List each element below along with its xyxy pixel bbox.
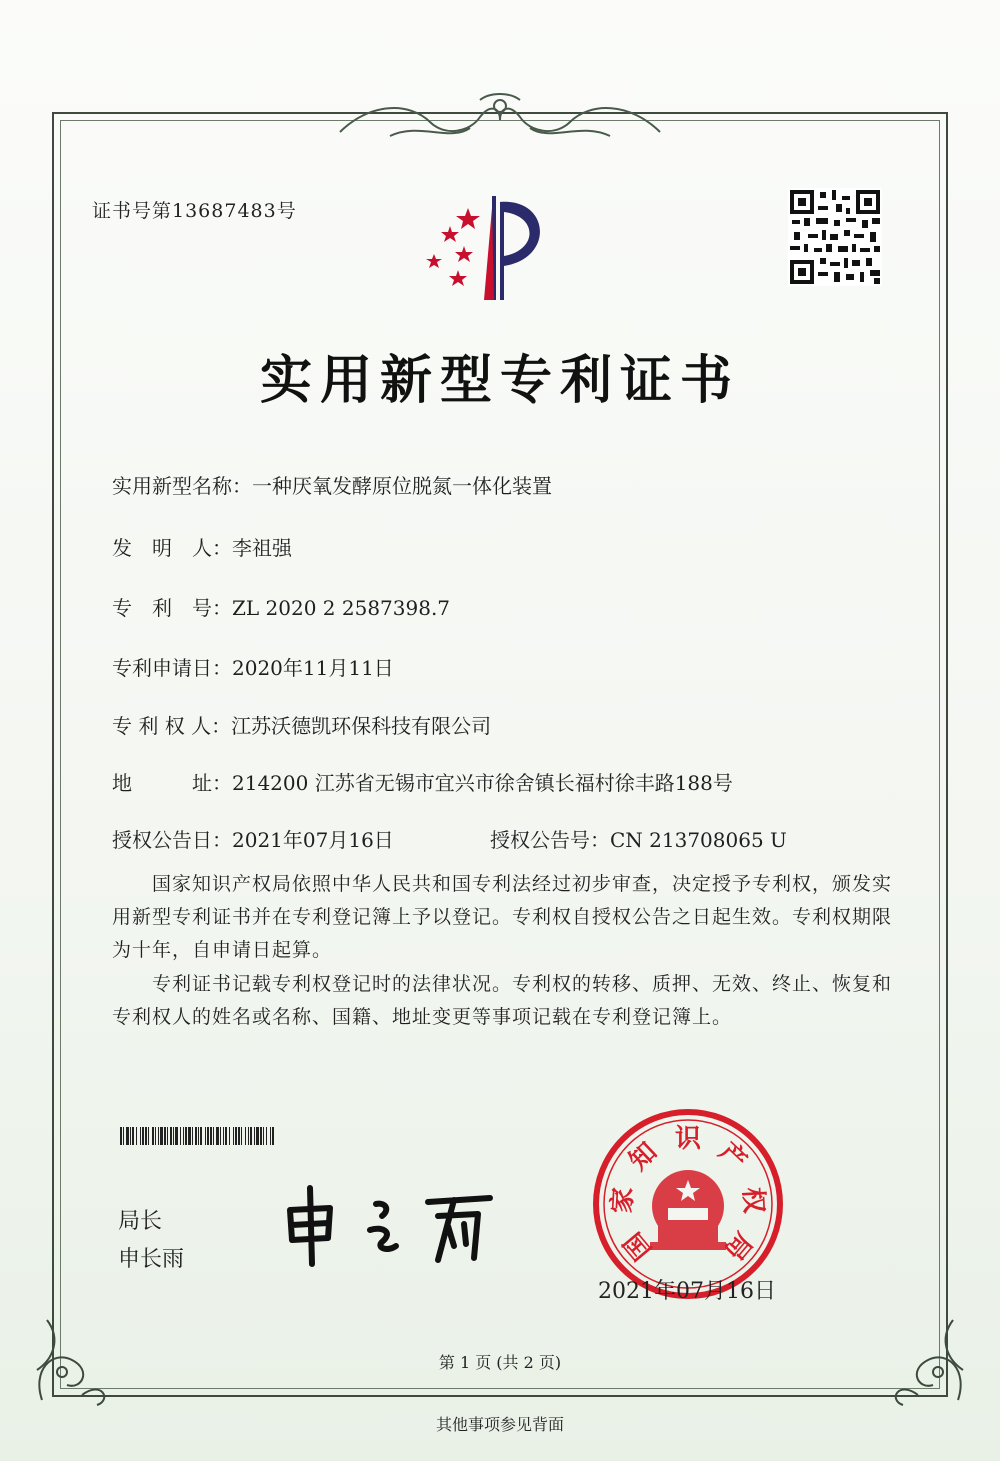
- seal-char: 国: [618, 1226, 659, 1266]
- field-label: 地 址：: [112, 771, 232, 795]
- director-title: 局长: [118, 1209, 163, 1234]
- qr-code-icon: [788, 188, 882, 286]
- director-signature: [278, 1180, 508, 1270]
- field-label: 实用新型名称：: [112, 474, 252, 498]
- field-label: 专 利 权 人：: [112, 714, 232, 738]
- field-label: 授权公告号：: [490, 828, 610, 852]
- field-utility-model-name: [112, 470, 552, 499]
- seal-date: 2021年07月16日: [598, 1279, 776, 1304]
- field-value: CN 213708065 U: [610, 828, 787, 852]
- seal-char: 局: [717, 1226, 758, 1266]
- field-patentee: [112, 710, 491, 739]
- back-note: 其他事项参见背面: [435, 1415, 564, 1434]
- body-paragraph-1: 国家知识产权局依照中华人民共和国专利法经过初步审查，决定授予专利权，颁发实用新型专利证书并在专利登记簿上予以登记。专利权自授权公告之日起生效。专利权期限为十年，自申请日起算。: [112, 873, 893, 961]
- certificate-title: 实用新型专利证书: [259, 351, 740, 411]
- field-application-date: [112, 652, 394, 681]
- certificate-number: 证书号第13687483号: [92, 200, 297, 222]
- seal-char: 权: [737, 1186, 769, 1215]
- field-patent-number: [112, 592, 450, 621]
- field-address: [112, 767, 733, 796]
- field-label: 专利申请日：: [112, 656, 232, 680]
- field-value: 一种厌氧发酵原位脱氮一体化装置: [252, 474, 552, 498]
- field-value: 214200 江苏省无锡市宜兴市徐舍镇长福村徐丰路188号: [232, 771, 733, 795]
- barcode-bar: [274, 1127, 276, 1145]
- field-value: ZL 2020 2 2587398.7: [232, 596, 451, 620]
- field-value: 李祖强: [232, 536, 292, 560]
- field-announcement-number: [490, 824, 787, 853]
- field-value: 江苏沃德凯环保科技有限公司: [231, 714, 492, 738]
- seal-char: 识: [674, 1124, 702, 1154]
- field-value: 2021年07月16日: [232, 828, 394, 852]
- top-ornament: [330, 92, 670, 148]
- page-number: 第 1 页 (共 2 页): [438, 1353, 562, 1372]
- seal-char: 产: [712, 1136, 753, 1177]
- field-inventor: [112, 532, 292, 561]
- body-paragraph-2: 专利证书记载专利权登记时的法律状况。专利权的转移、质押、无效、终止、恢复和专利权人的姓名或名称、国籍、地址变更等事项记载在专利登记簿上。: [112, 973, 893, 1028]
- director-name: 申长雨: [118, 1247, 185, 1272]
- field-label: 授权公告日：: [112, 828, 232, 852]
- field-label: 发 明 人：: [112, 536, 232, 560]
- field-label: 专 利 号：: [112, 596, 232, 620]
- cnipa-logo-icon: [420, 188, 560, 310]
- field-grant-date: [112, 824, 394, 853]
- seal-char: 知: [623, 1136, 664, 1177]
- barcode-icon: [120, 1127, 436, 1145]
- seal-char: 家: [607, 1186, 639, 1215]
- field-value: 2020年11月11日: [232, 656, 394, 680]
